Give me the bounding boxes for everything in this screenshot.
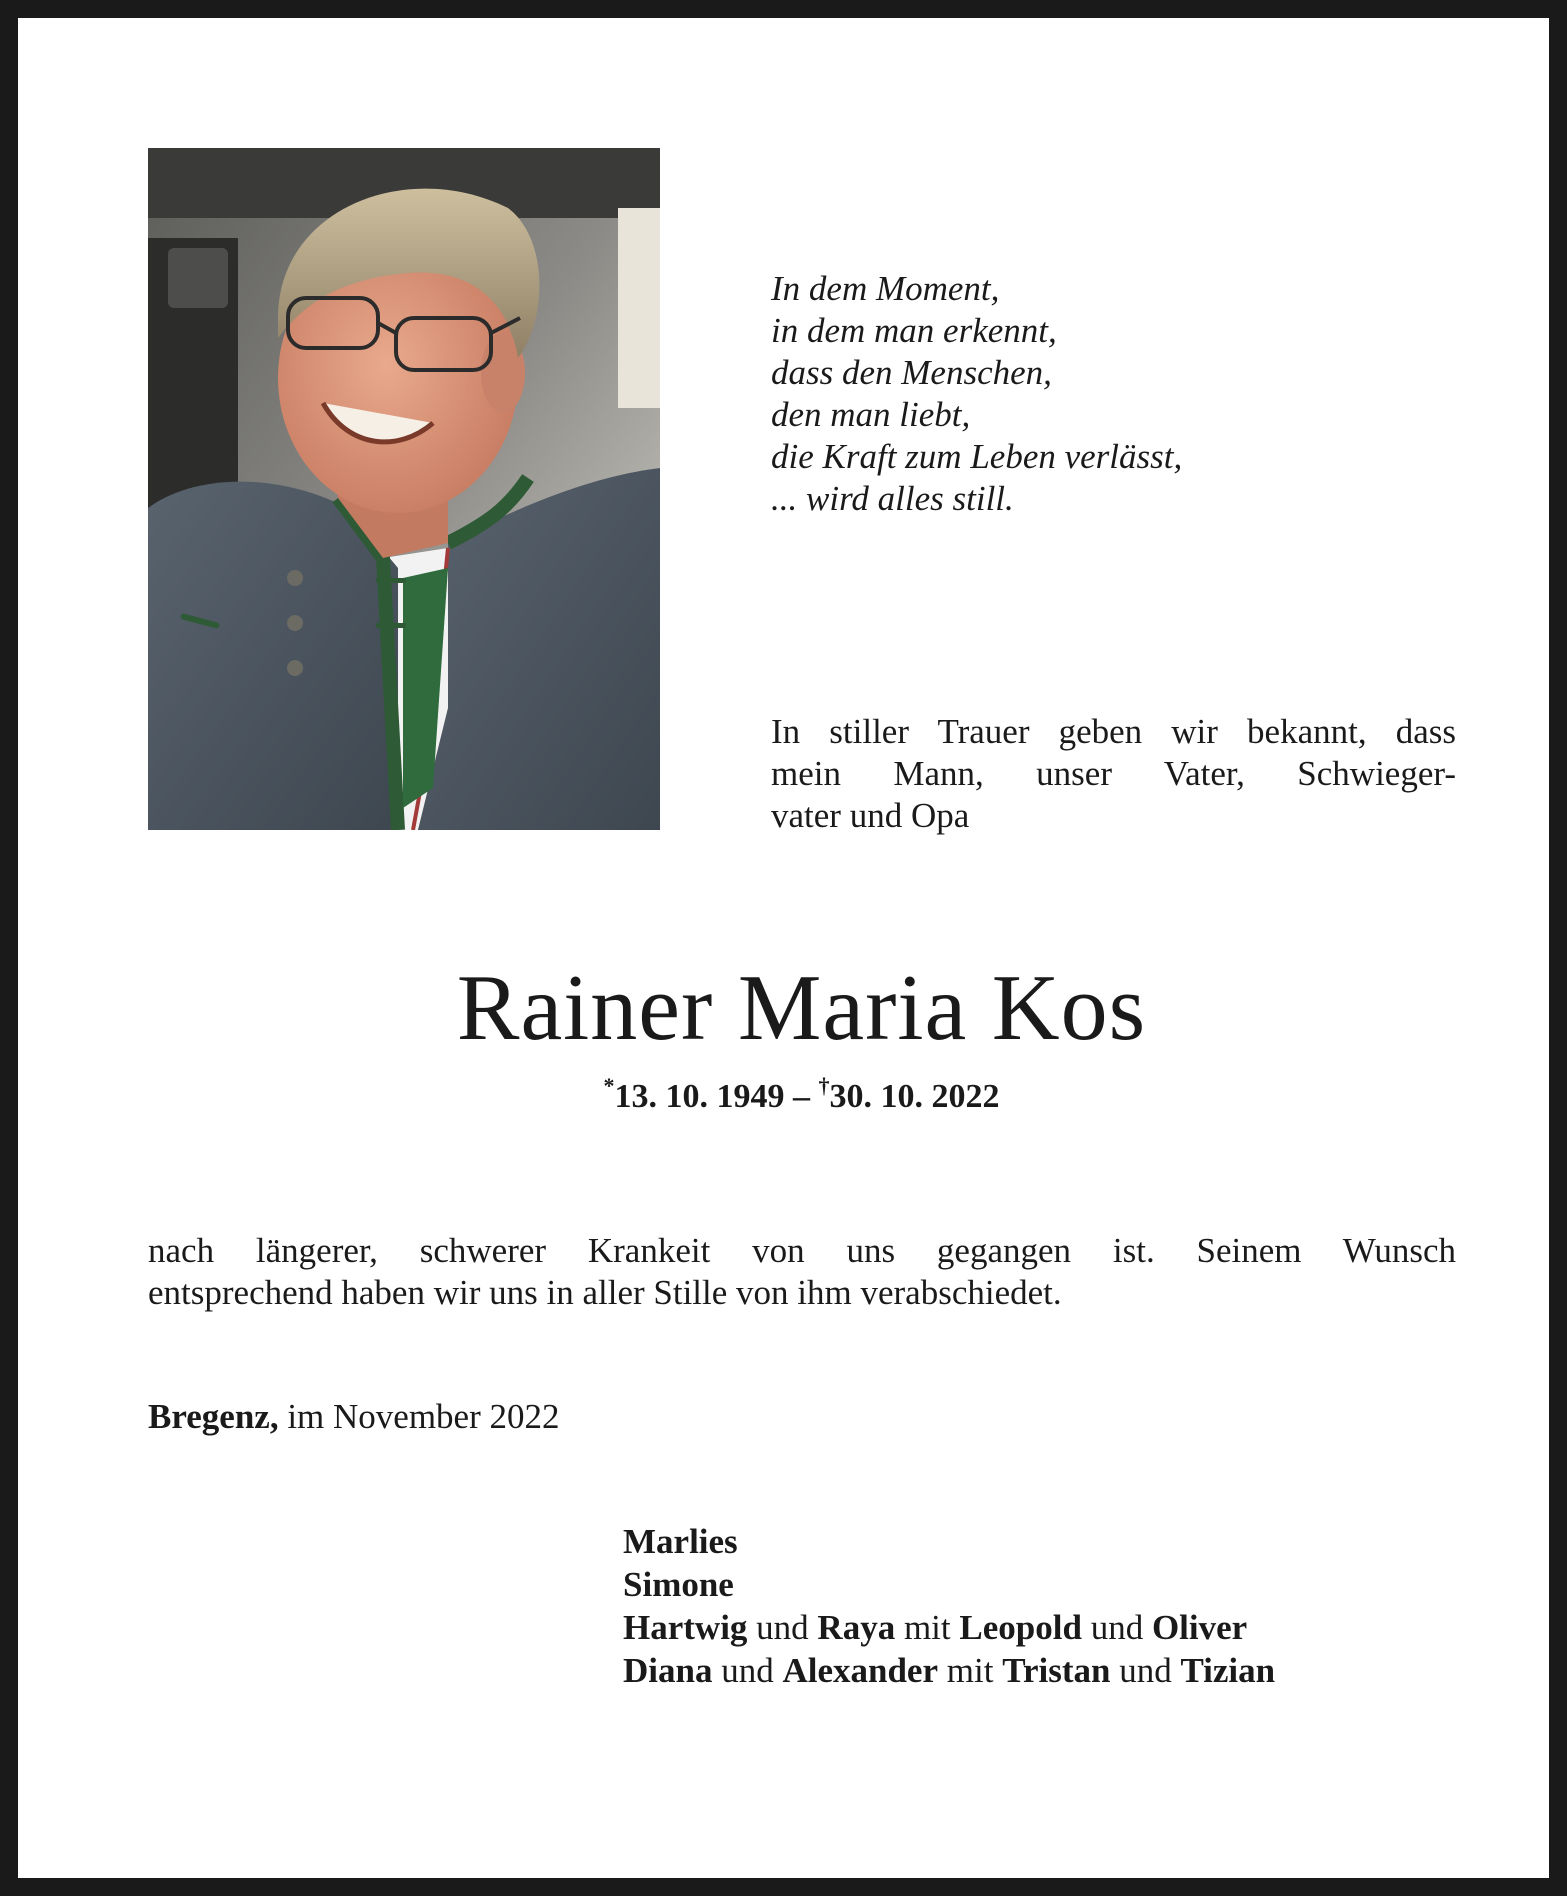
poem-line: dass den Menschen, [771, 353, 1052, 392]
portrait-photo [148, 148, 660, 830]
family-name: Diana [623, 1651, 713, 1690]
body-text [148, 1230, 1456, 1314]
connector: und [712, 1651, 783, 1690]
poem-line: in dem man erkennt, [771, 311, 1057, 350]
place-and-date [148, 1396, 560, 1438]
body-line: entsprechend haben wir uns in aller Stille von ihm verabschiedet. [148, 1273, 1062, 1312]
family-name: Oliver [1151, 1608, 1248, 1647]
connector: und [747, 1608, 818, 1647]
family-name: Tizian [1180, 1651, 1276, 1690]
intro-line: vater und Opa [771, 796, 970, 835]
body-line: nach längerer, schwerer Krankeit von uns gegangen ist. Seinem Wunsch [148, 1231, 1456, 1270]
death-date: 30. 10. 2022 [829, 1078, 1000, 1115]
intro-text [771, 711, 1456, 837]
connector: mit [938, 1651, 1003, 1690]
family-row [623, 1563, 1483, 1606]
poem-line: den man liebt, [771, 395, 971, 434]
connector: mit [895, 1608, 960, 1647]
birth-date: 13. 10. 1949 [614, 1078, 785, 1115]
life-dates [18, 1073, 1567, 1118]
intro-line: In stiller Trauer geben wir bekannt, dass [771, 712, 1456, 751]
family-name: Simone [623, 1565, 734, 1604]
connector: und [1081, 1608, 1152, 1647]
family-row [623, 1649, 1483, 1692]
intro-line: mein Mann, unser Vater, Schwieger- [771, 754, 1456, 793]
family-name: Hartwig [623, 1608, 748, 1647]
poem [771, 268, 1471, 520]
family-signatures [623, 1520, 1483, 1692]
death-symbol: † [818, 1073, 830, 1098]
poem-line: ... wird alles still. [771, 479, 1014, 518]
birth-symbol: * [603, 1073, 615, 1098]
place-city: Bregenz, [148, 1397, 279, 1436]
poem-line: die Kraft zum Leben verlässt, [771, 437, 1183, 476]
family-name: Leopold [959, 1608, 1082, 1647]
family-name: Raya [817, 1608, 896, 1647]
deceased-name: Rainer Maria Kos [456, 956, 1147, 1060]
place-date: im November 2022 [278, 1397, 560, 1436]
date-separator: – [784, 1078, 819, 1115]
family-name: Marlies [623, 1522, 738, 1561]
family-name: Alexander [782, 1651, 939, 1690]
family-row [623, 1606, 1483, 1649]
family-name: Tristan [1002, 1651, 1111, 1690]
poem-line: In dem Moment, [771, 269, 1000, 308]
connector: und [1110, 1651, 1181, 1690]
family-row [623, 1520, 1483, 1563]
